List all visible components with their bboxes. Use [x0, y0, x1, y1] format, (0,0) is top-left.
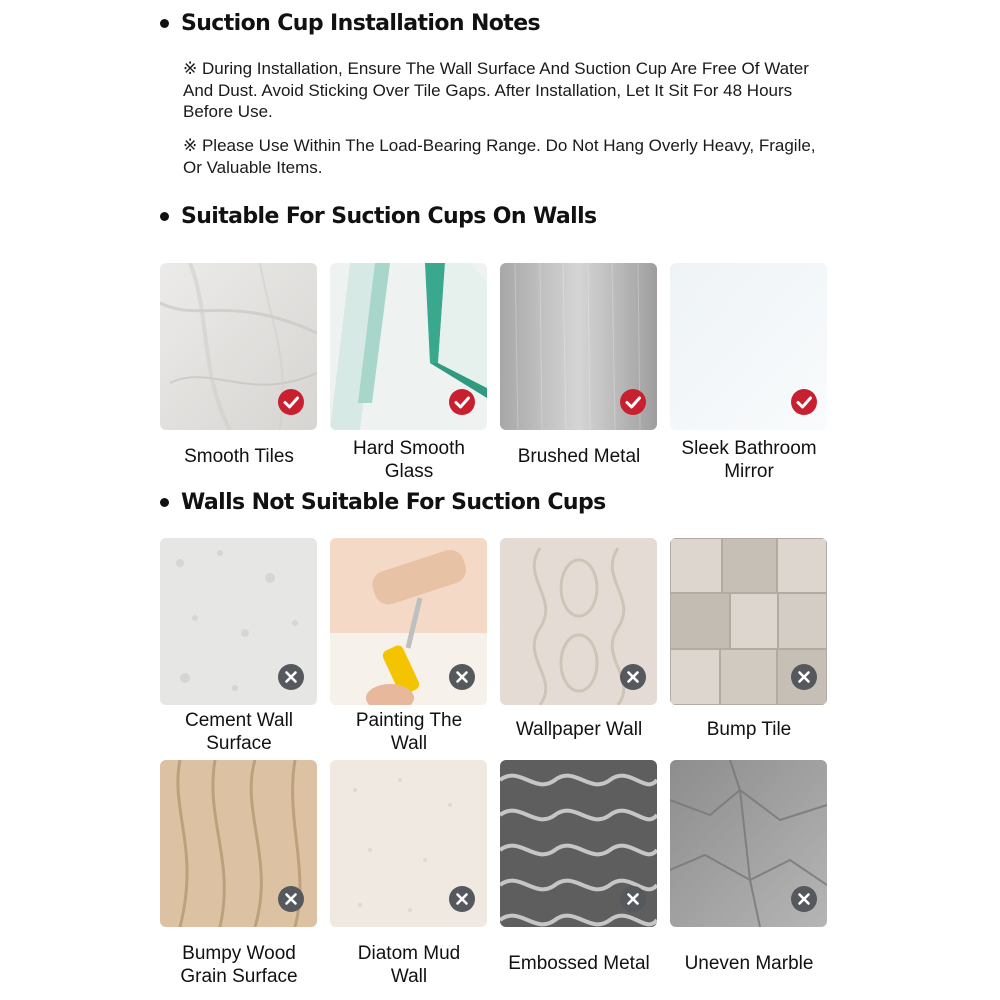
bump-tile-label: Bump Tile — [706, 719, 792, 740]
hard-smooth-glass-label: Hard Smooth Glass — [353, 438, 465, 482]
cross-icon — [449, 886, 475, 912]
painting-the-wall-label: Painting The Wall — [355, 710, 463, 754]
installation-note-2: ※ Please Use Within The Load-Bearing Range. Do Not Hang Overly Heavy, Fragile, Or Valuable Items. — [183, 136, 816, 177]
wallpaper-wall-label: Wallpaper Wall — [515, 719, 643, 740]
cross-icon — [620, 886, 646, 912]
cement-wall-surface-label: Cement Wall Surface — [184, 710, 294, 754]
suitable-heading — [160, 204, 597, 229]
brushed-metal-label: Brushed Metal — [517, 446, 641, 467]
suitable-title: Suitable For Suction Cups On Walls — [181, 204, 597, 229]
embossed-metal-label: Embossed Metal — [508, 953, 650, 974]
sleek-bathroom-mirror-label: Sleek Bathroom Mirror — [681, 438, 817, 482]
installation-notes-title: Suction Cup Installation Notes — [181, 11, 541, 36]
check-icon — [791, 389, 817, 415]
cross-icon — [278, 664, 304, 690]
check-icon — [449, 389, 475, 415]
installation-note-1: ※ During Installation, Ensure The Wall Surface And Suction Cup Are Free Of Water And Dust. Avoid Sticking Over Tile Gaps. After Installation, Let It Sit For 48 Hours Before Use. — [183, 59, 809, 121]
bumpy-wood-grain-surface-label: Bumpy Wood Grain Surface — [180, 943, 298, 987]
cross-icon — [449, 664, 475, 690]
cross-icon — [791, 886, 817, 912]
installation-notes-heading — [160, 11, 540, 36]
smooth-tiles-label: Smooth Tiles — [184, 446, 294, 467]
diatom-mud-wall-label: Diatom Mud Wall — [357, 943, 461, 987]
bullet-icon — [160, 498, 169, 507]
bullet-icon — [160, 19, 169, 28]
bullet-icon — [160, 212, 169, 221]
unsuitable-title: Walls Not Suitable For Suction Cups — [181, 490, 606, 515]
check-icon — [278, 389, 304, 415]
unsuitable-heading — [160, 490, 606, 515]
cross-icon — [278, 886, 304, 912]
uneven-marble-label: Uneven Marble — [684, 953, 814, 974]
cross-icon — [620, 664, 646, 690]
check-icon — [620, 389, 646, 415]
cross-icon — [791, 664, 817, 690]
